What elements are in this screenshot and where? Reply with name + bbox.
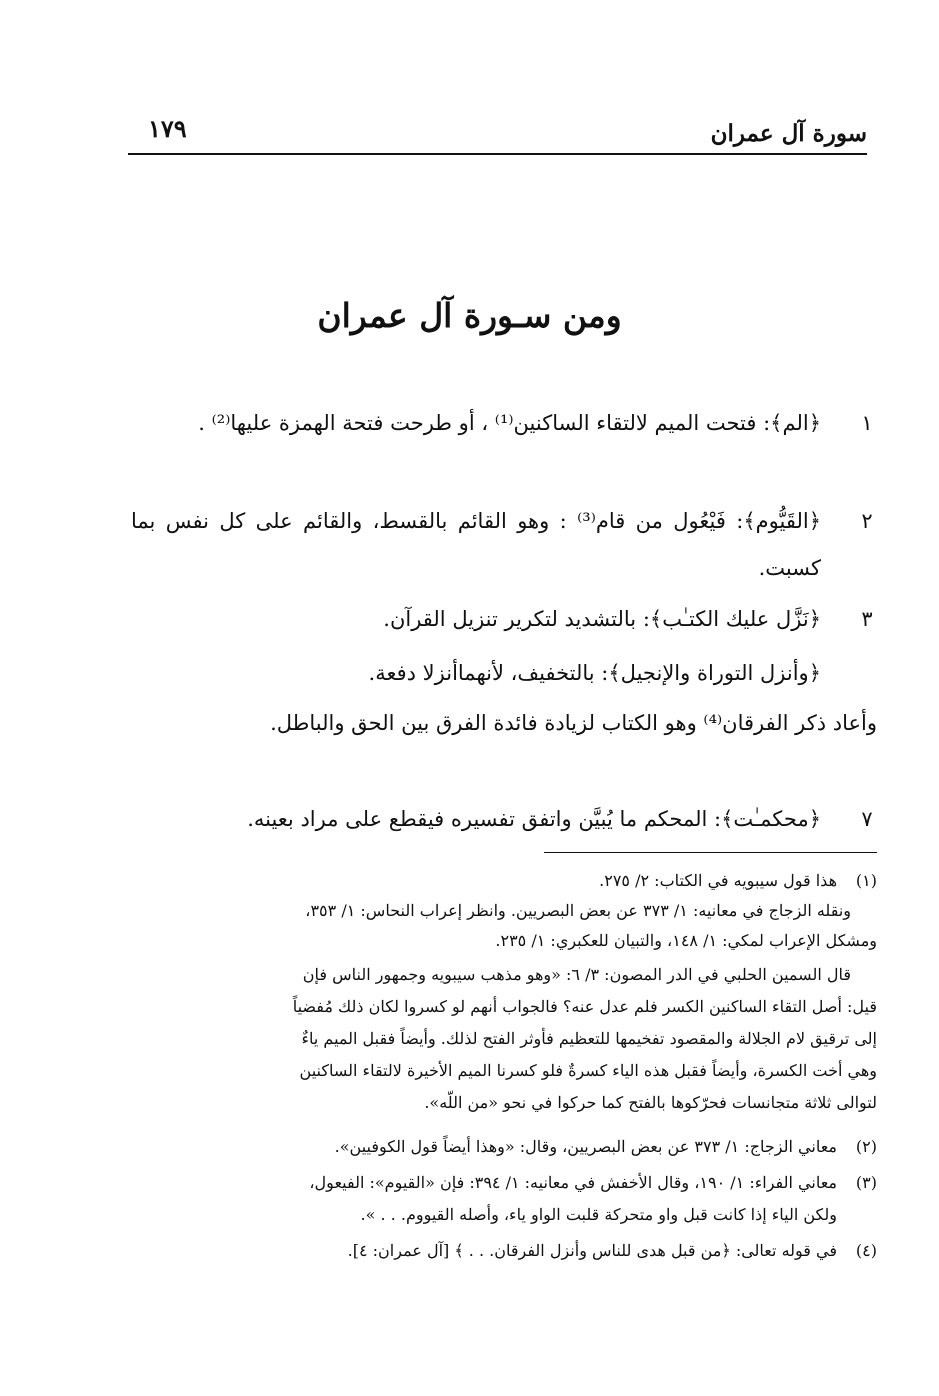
- header-divider: [128, 153, 867, 155]
- footnote-text: في قوله تعالى: ﴿من قبل هدى للناس وأنزل الفرقان. . . ﴾ [آل عمران: ٤].: [347, 1241, 837, 1260]
- commentary-injil: ﴿وأنزل التوراة والإنجيل﴾: بالتخفيف، لأنهماأنزلا دفعة.: [368, 661, 821, 685]
- footnote-text: معاني الفراء: ١/ ١٩٠، وقال الأخفش في معانيه: ١/ ٣٩٤: فإن «القيوم»: الفيعول،: [309, 1173, 837, 1192]
- verse-number: ٧: [861, 807, 873, 831]
- verse-number: ٣: [861, 607, 873, 631]
- footnote-text: معاني الزجاج: ١/ ٣٧٣ عن بعض البصريين، وقال: «وهذا أيضاً قول الكوفيين».: [334, 1137, 837, 1156]
- footnote-text: هذا قول سيبويه في الكتاب: ٢/ ٢٧٥.: [599, 871, 837, 890]
- footnote-line: إلى ترقيق لام الجلالة والمقصود تفخيمها للتعظيم فأوثر الفتح لذلك. وأيضاً فقبل الميم ياءٌ: [301, 1029, 877, 1048]
- footnote-line: قال السمين الحلبي في الدر المصون: ٣/ ٦: «وهو مذهب سيبويه وجمهور الناس فإن: [302, 965, 851, 984]
- running-header-title: سورة آل عمران: [710, 120, 867, 147]
- verse-commentary: ﴿نَزَّل عليك الكتـٰب﴾: بالتشديد لتكرير تنزيل القرآن.: [383, 607, 821, 631]
- footnote-line: ومشكل الإعراب لمكي: ١/ ١٤٨، والتبيان للعكبري: ١/ ٢٣٥.: [495, 931, 877, 950]
- footnote-line: لتوالى ثلاثة متجانسات فحرّكوها بالفتح كما حركوا في نحو «من اللّه».: [424, 1093, 877, 1112]
- verse-commentary: ﴿محكمـٰت﴾: المحكم ما يُبيَّن واتفق تفسيره فيقطع على مراد بعينه.: [247, 807, 821, 831]
- verse-commentary: ﴿القَيُّوم﴾: فَيْعُول من قام⁽³⁾ : وهو القائم بالقسط، والقائم على كل نفس بما كسبت.: [131, 509, 822, 580]
- footnote-line: قيل: أصل التقاء الساكنين الكسر فلم عدل عنه؟ فالجواب أنهم لو كسروا لكان ذلك مُفضياً: [292, 997, 877, 1016]
- verse-number: ٢: [861, 509, 873, 533]
- surah-title: ومن سـورة آل عمران: [317, 296, 622, 335]
- footnote-number: (٣): [855, 1173, 877, 1192]
- footnote-line: ونقله الزجاج في معانيه: ١/ ٣٧٣ عن بعض البصريين. وانظر إعراب النحاس: ١/ ٣٥٣،: [305, 901, 851, 920]
- verse-number: ١: [861, 411, 873, 435]
- footnote-line: وهي أخت الكسرة، وأيضاً فقبل هذه الياء كسرةٌ فلو كسرنا الميم الأخيرة لالتقاء الساكنين: [299, 1061, 877, 1080]
- verse-commentary: ﴿الم﴾: فتحت الميم لالتقاء الساكنين⁽¹⁾ ، أو طرحت فتحة الهمزة عليها⁽²⁾ .: [198, 411, 821, 435]
- footnote-divider: [544, 852, 877, 853]
- footnote-number: (١): [855, 871, 877, 890]
- footnote-number: (٤): [855, 1241, 877, 1260]
- footnote-number: (٢): [855, 1137, 877, 1156]
- footnote-line: ولكن الياء إذا كانت قبل واو متحركة قلبت الواو ياء، وأصله القيووم. . . ».: [360, 1205, 837, 1224]
- page-number: ١٧٩: [148, 114, 187, 143]
- commentary-furqan: وأعاد ذكر الفرقان⁽⁴⁾ وهو الكتاب لزيادة فائدة الفرق بين الحق والباطل.: [270, 711, 877, 735]
